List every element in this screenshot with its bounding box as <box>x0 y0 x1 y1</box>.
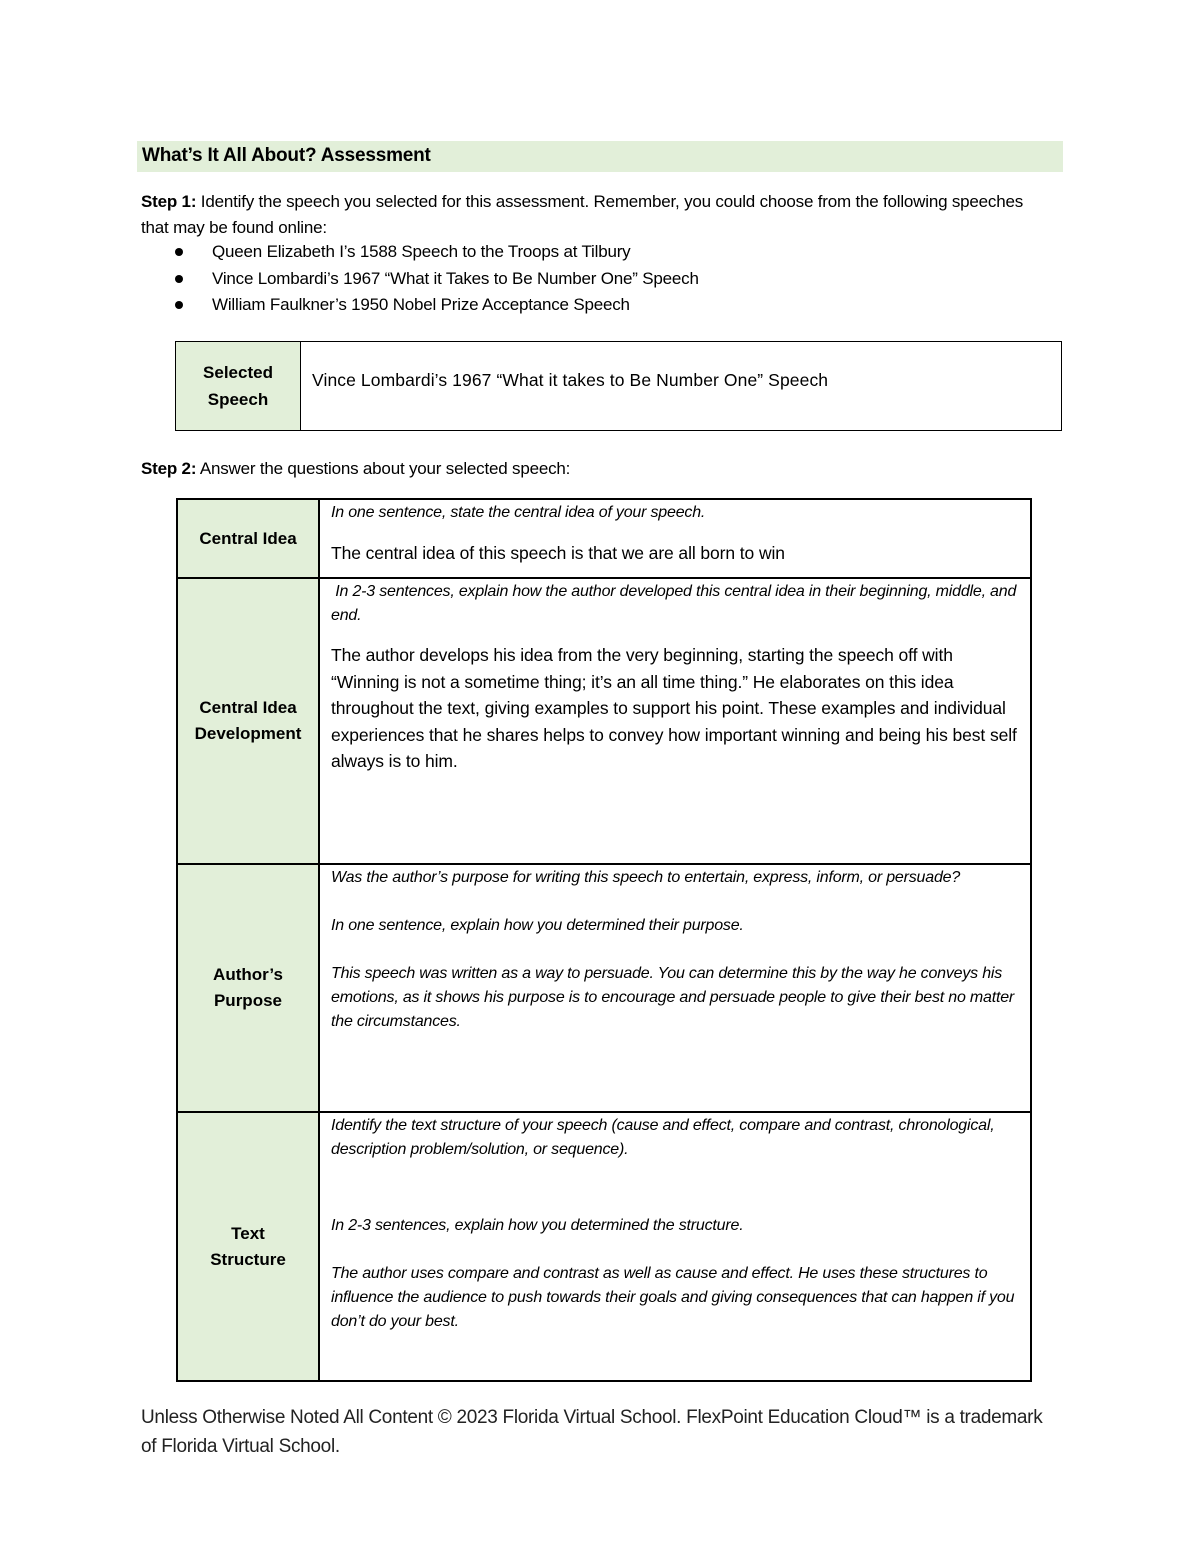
central-idea-prompt: In one sentence, state the central idea of your speech. <box>331 504 706 521</box>
purpose-prompt-2: In one sentence, explain how you determined their purpose. <box>331 917 744 934</box>
purpose-cell <box>320 865 1030 1111</box>
structure-cell <box>320 1113 1030 1380</box>
selected-speech-table <box>175 341 1062 431</box>
purpose-label-line2: Purpose <box>213 991 282 1010</box>
list-item <box>141 266 699 293</box>
development-answer: The author develops his idea from the very beginning, starting the speech off with “Winning is not a sometime thing; it’s an all time thing.” He elaborates on this idea throughout the text, giving examples to support his point. These examples and individual experiences that he shares helps to convey how important winning and being his best self always is to him. <box>331 645 1017 771</box>
copyright-footer: Unless Otherwise Noted All Content © 2023 Florida Virtual School. FlexPoint Education Cloud™ is a trademark of Florida Virtual School. <box>141 1407 1043 1457</box>
bullet-icon <box>175 275 183 283</box>
purpose-label <box>178 865 320 1111</box>
list-item <box>141 292 699 319</box>
table-row-development <box>178 577 1030 863</box>
selected-speech-label-line1: Selected <box>203 363 273 382</box>
structure-prompt-2: In 2-3 sentences, explain how you determined the structure. <box>331 1217 744 1234</box>
central-idea-answer: The central idea of this speech is that we are all born to win <box>331 543 785 563</box>
list-item <box>141 239 699 266</box>
bullet-icon <box>175 248 183 256</box>
selected-speech-label <box>176 342 301 430</box>
step2-instructions <box>141 459 570 479</box>
step1-text: Identify the speech you selected for this assessment. Remember, you could choose from the following speeches that may be found online: <box>141 192 1024 237</box>
speech-option: Queen Elizabeth I’s 1588 Speech to the Troops at Tilbury <box>212 242 631 261</box>
step1-label: Step 1: <box>141 192 197 211</box>
speech-option: William Faulkner’s 1950 Nobel Prize Acceptance Speech <box>212 295 630 314</box>
development-label-line2: Development <box>194 724 302 743</box>
bullet-icon <box>175 301 183 309</box>
step2-text: Answer the questions about your selected speech: <box>196 459 571 478</box>
structure-answer: The author uses compare and contrast as well as cause and effect. He uses these structures to influence the audience to push towards their goals and giving consequences that can happen if you don’t do your best. <box>331 1265 1015 1330</box>
table-row-central-idea <box>178 500 1030 577</box>
structure-prompt-1: Identify the text structure of your speech (cause and effect, compare and contrast, chronological, description problem/solution, or sequence). <box>331 1117 995 1158</box>
title-bar <box>137 141 1063 172</box>
purpose-answer: This speech was written as a way to persuade. You can determine this by the way he conveys his emotions, as it shows his purpose is to encourage and persuade people to give their best no matter the circumstances. <box>331 965 1015 1030</box>
purpose-prompt-1: Was the author’s purpose for writing this speech to entertain, express, inform, or persuade? <box>331 869 961 886</box>
structure-label <box>178 1113 320 1380</box>
development-prompt: In 2-3 sentences, explain how the author developed this central idea in their beginning, middle, and end. <box>331 583 1021 624</box>
page-title: What’s It All About? Assessment <box>142 145 431 166</box>
speech-option: Vince Lombardi’s 1967 “What it Takes to Be Number One” Speech <box>212 268 699 288</box>
development-cell <box>320 579 1030 863</box>
speech-options-list <box>141 239 699 319</box>
central-idea-cell <box>320 500 1030 577</box>
step2-label: Step 2: <box>141 459 197 478</box>
structure-label-line2: Structure <box>210 1249 286 1269</box>
step1-instructions <box>141 189 1041 241</box>
questions-table <box>176 498 1032 1382</box>
table-row-structure <box>178 1111 1030 1380</box>
purpose-label-line1: Author’s <box>213 965 283 984</box>
selected-speech-label-line2: Speech <box>207 390 269 409</box>
central-idea-label: Central Idea <box>178 500 320 577</box>
development-label <box>178 579 320 863</box>
selected-speech-value: Vince Lombardi’s 1967 “What it takes to Be Number One” Speech <box>312 370 829 390</box>
table-row-purpose <box>178 863 1030 1111</box>
development-label-line1: Central Idea <box>199 698 297 717</box>
structure-label-line1: Text <box>231 1223 265 1243</box>
